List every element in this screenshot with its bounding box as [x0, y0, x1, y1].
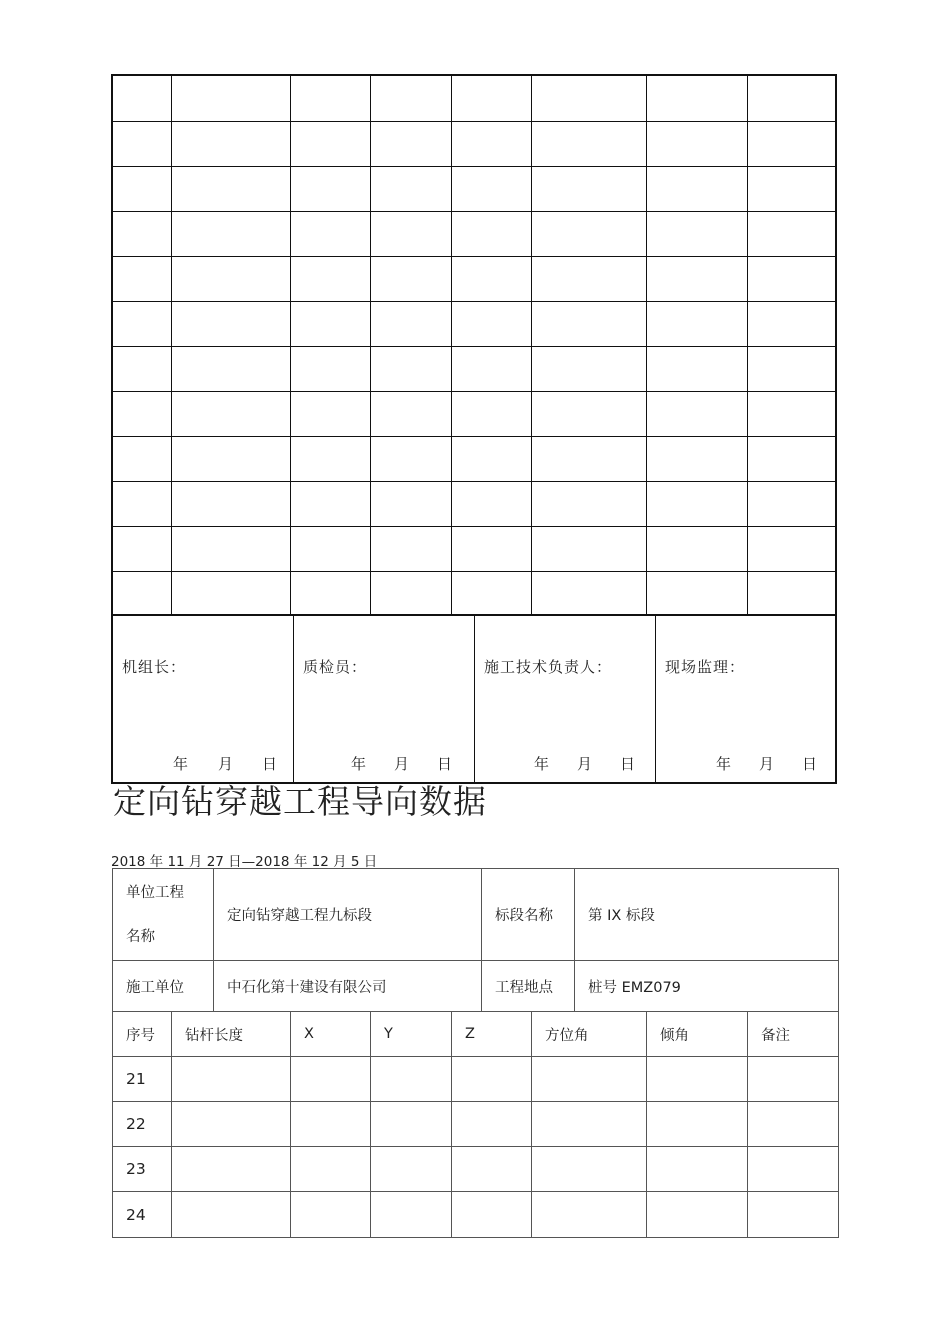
table-cell — [172, 1147, 291, 1192]
table-cell — [532, 1192, 647, 1238]
row-index: 22 — [113, 1102, 172, 1147]
table-cell — [532, 1057, 647, 1102]
date-month: 月 — [759, 755, 775, 773]
location-label: 工程地点 — [482, 961, 575, 1012]
document-title: 定向钻穿越工程导向数据 — [113, 782, 487, 821]
table-cell — [647, 1102, 748, 1147]
grid-col-line — [646, 76, 647, 614]
header-y: Y — [371, 1012, 452, 1057]
table-cell — [452, 1147, 532, 1192]
table-cell — [452, 1192, 532, 1238]
guidance-data-table — [112, 1011, 839, 1238]
header-x: X — [291, 1012, 371, 1057]
signoff-box — [111, 614, 837, 784]
row-index: 24 — [113, 1192, 172, 1238]
table-cell — [291, 1147, 371, 1192]
info-row — [113, 869, 839, 961]
grid-row-line — [113, 391, 835, 392]
signoff-date — [351, 753, 452, 774]
table-cell — [647, 1192, 748, 1238]
grid-col-line — [171, 76, 172, 614]
date-month: 月 — [218, 755, 234, 773]
table-cell — [532, 1147, 647, 1192]
table-cell — [452, 1057, 532, 1102]
date-month: 月 — [577, 755, 593, 773]
signoff-technical-lead — [475, 616, 655, 782]
table-cell — [647, 1057, 748, 1102]
table-cell — [291, 1057, 371, 1102]
row-index: 23 — [113, 1147, 172, 1192]
table-cell — [532, 1102, 647, 1147]
table-cell — [452, 1102, 532, 1147]
date-year: 年 — [534, 755, 550, 773]
signoff-role-label: 施工技术负责人： — [484, 658, 613, 676]
date-month: 月 — [394, 755, 410, 773]
signoff-date — [716, 753, 817, 774]
grid-col-line — [290, 76, 291, 614]
table-cell — [748, 1192, 839, 1238]
unit-project-label — [113, 869, 214, 961]
signoff-crew-leader — [113, 616, 293, 782]
header-azimuth: 方位角 — [532, 1012, 647, 1057]
grid-col-line — [747, 76, 748, 614]
date-year: 年 — [173, 755, 189, 773]
date-day: 日 — [262, 755, 278, 773]
project-info-table — [112, 868, 839, 1012]
table-cell — [371, 1102, 452, 1147]
contractor-label: 施工单位 — [113, 961, 214, 1012]
grid-row-line — [113, 301, 835, 302]
table-cell — [172, 1102, 291, 1147]
grid-row-line — [113, 166, 835, 167]
grid-row-line — [113, 256, 835, 257]
grid-row-line — [113, 346, 835, 347]
section-name-label: 标段名称 — [482, 869, 575, 961]
row-index: 21 — [113, 1057, 172, 1102]
table-header-row — [113, 1012, 839, 1057]
unit-project-label-line: 单位工程 — [126, 885, 184, 901]
date-year: 年 — [351, 755, 367, 773]
grid-col-line — [531, 76, 532, 614]
date-year: 年 — [716, 755, 732, 773]
grid-col-line — [451, 76, 452, 614]
grid-row-line — [113, 481, 835, 482]
table-row — [113, 1057, 839, 1102]
table-cell — [371, 1057, 452, 1102]
signoff-date — [534, 753, 635, 774]
table-cell — [371, 1192, 452, 1238]
grid-row-line — [113, 436, 835, 437]
table-cell — [748, 1102, 839, 1147]
signoff-quality-inspector — [294, 616, 474, 782]
table-row — [113, 1147, 839, 1192]
header-z: Z — [452, 1012, 532, 1057]
header-remarks: 备注 — [748, 1012, 839, 1057]
date-day: 日 — [802, 755, 818, 773]
date-day: 日 — [437, 755, 453, 773]
location-value: 桩号 EMZ079 — [575, 961, 839, 1012]
signoff-role-label: 机组长： — [122, 658, 187, 676]
table-cell — [172, 1192, 291, 1238]
contractor-value: 中石化第十建设有限公司 — [214, 961, 482, 1012]
unit-project-value: 定向钻穿越工程九标段 — [214, 869, 482, 961]
grid-row-line — [113, 211, 835, 212]
grid-col-line — [370, 76, 371, 614]
signoff-role-label: 现场监理： — [665, 658, 746, 676]
date-range: 2018 年 11 月 27 日—2018 年 12 月 5 日 — [111, 854, 378, 870]
table-cell — [291, 1192, 371, 1238]
table-cell — [291, 1102, 371, 1147]
info-row — [113, 961, 839, 1012]
header-index: 序号 — [113, 1012, 172, 1057]
table-cell — [748, 1057, 839, 1102]
unit-project-label-line: 名称 — [126, 929, 155, 945]
table-row — [113, 1102, 839, 1147]
table-cell — [748, 1147, 839, 1192]
header-inclination: 倾角 — [647, 1012, 748, 1057]
grid-row-line — [113, 121, 835, 122]
table-cell — [647, 1147, 748, 1192]
table-row — [113, 1192, 839, 1238]
table-cell — [371, 1147, 452, 1192]
table-cell — [172, 1057, 291, 1102]
signoff-role-label: 质检员： — [303, 658, 368, 676]
grid-row-line — [113, 526, 835, 527]
signoff-site-supervisor — [656, 616, 836, 782]
date-day: 日 — [620, 755, 636, 773]
signoff-date — [173, 753, 277, 774]
grid-row-line — [113, 571, 835, 572]
section-name-value: 第 IX 标段 — [575, 869, 839, 961]
continued-data-grid — [111, 74, 837, 616]
header-rod-length: 钻杆长度 — [172, 1012, 291, 1057]
